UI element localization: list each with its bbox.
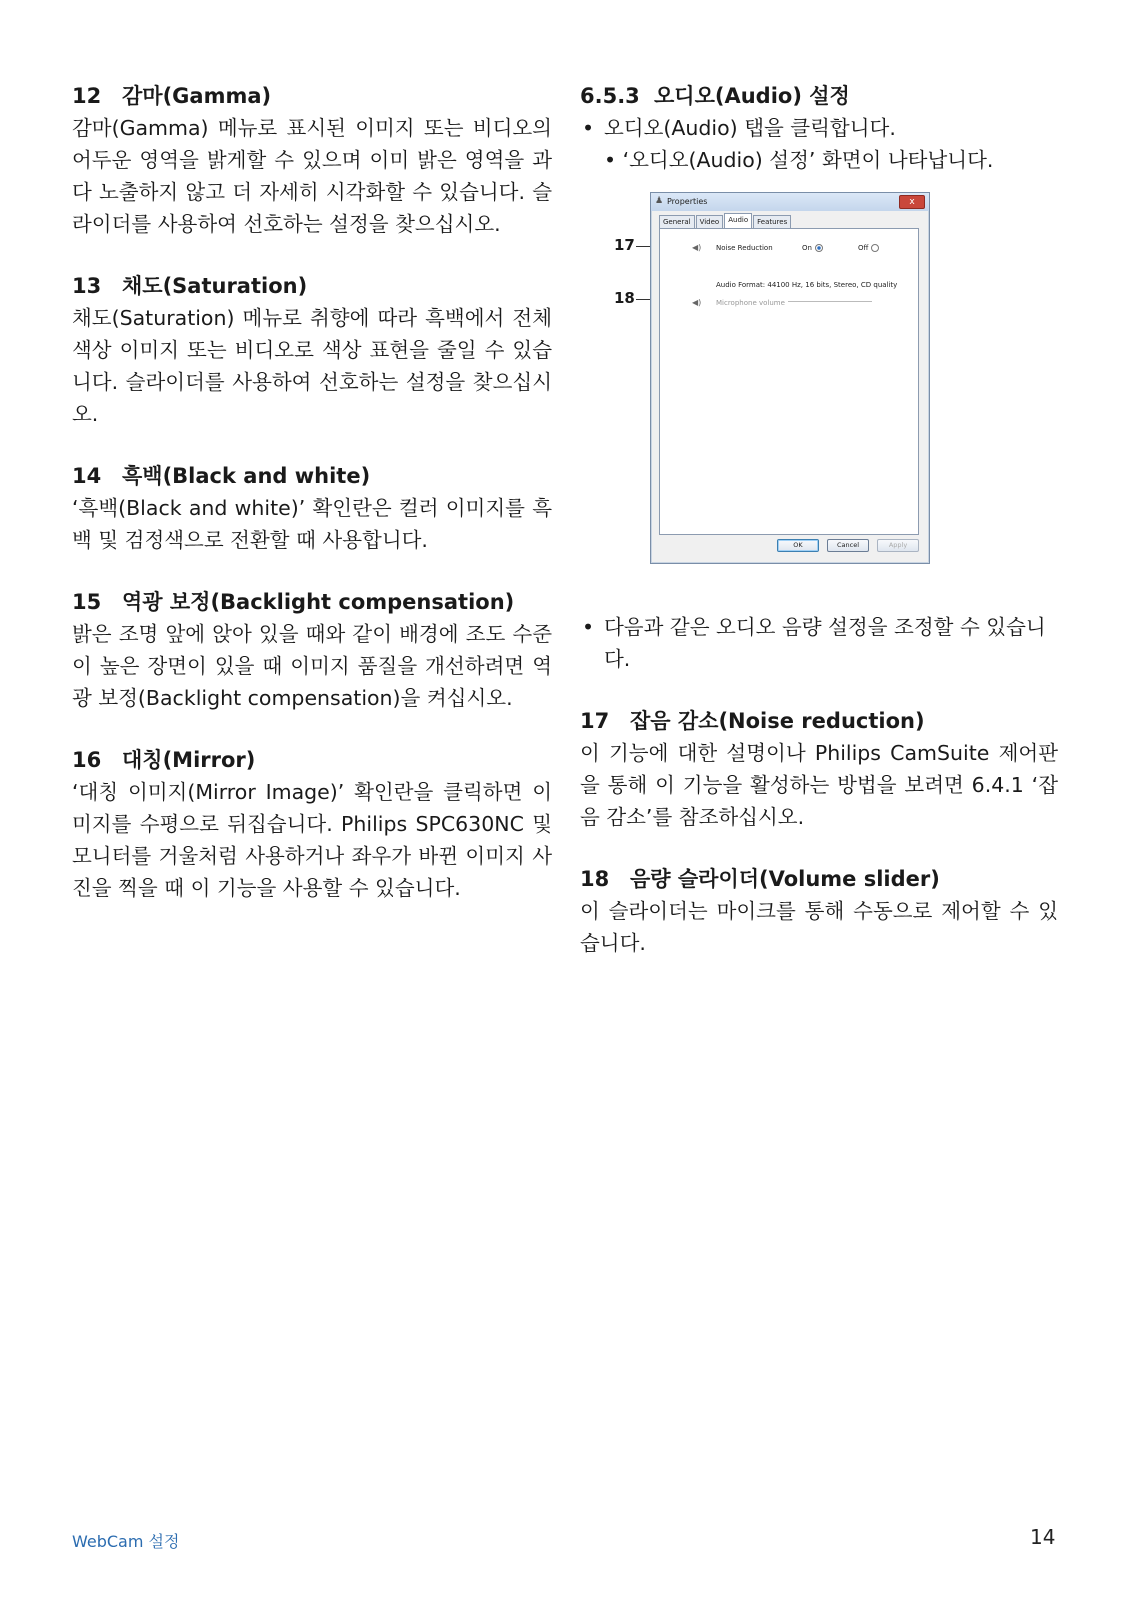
- section-title: 채도(Saturation): [122, 274, 308, 298]
- audio-heading: [580, 80, 1058, 112]
- section-body: 감마(Gamma) 메뉴로 표시된 이미지 또는 비디오의 어두운 영역을 밝게할 수 있으며 이미 밝은 영역을 과다 노출하지 않고 더 자세히 시각화할 수 있습니다. 슬라이더를 사용하여 선호하는 설정을 찾으십시오.: [72, 116, 552, 236]
- callout-18: 18: [614, 289, 635, 307]
- section-title: 음량 슬라이더(Volume slider): [630, 867, 940, 891]
- speaker-icon: ◀): [692, 243, 702, 252]
- tab-video[interactable]: Video: [696, 215, 724, 229]
- bullet-item: • 오디오(Audio) 탭을 클릭합니다.: [580, 112, 1058, 144]
- heading-title: 오디오(Audio) 설정: [654, 84, 850, 108]
- noise-off-option[interactable]: [858, 244, 879, 252]
- microphone-speaker-icon: ◀): [692, 298, 702, 307]
- section-title: 흑백(Black and white): [122, 464, 371, 488]
- callout-17: 17: [614, 236, 635, 254]
- section-number: 13: [72, 274, 102, 298]
- page-number: 14: [1030, 1525, 1056, 1549]
- section-gamma: [72, 80, 552, 240]
- audio-panel: [659, 228, 919, 535]
- section-number: 12: [72, 84, 102, 108]
- section-saturation: [72, 270, 552, 430]
- section-title: 역광 보정(Backlight compensation): [122, 590, 515, 614]
- section-backlight: [72, 586, 552, 714]
- bullet-item: • 다음과 같은 오디오 음량 설정을 조정할 수 있습니다.: [580, 611, 1058, 675]
- section-title: 대칭(Mirror): [122, 748, 256, 772]
- microphone-volume-label: Microphone volume: [716, 299, 785, 307]
- tab-features[interactable]: Features: [753, 215, 791, 229]
- section-number: 15: [72, 590, 102, 614]
- tab-bar: [659, 215, 792, 229]
- section-number: 17: [580, 709, 610, 733]
- close-icon: x: [909, 197, 915, 207]
- section-body: 채도(Saturation) 메뉴로 취향에 따라 흑백에서 전체 색상 이미지 또는 비디오로 색상 표현을 줄일 수 있습니다. 슬라이더를 사용하여 선호하는 설정을 찾으십시오.: [72, 306, 552, 426]
- on-radio[interactable]: [815, 244, 823, 252]
- ok-button[interactable]: OK: [777, 539, 819, 552]
- window-title: Properties: [667, 197, 708, 206]
- section-number: 18: [580, 867, 610, 891]
- noise-reduction-label: Noise Reduction: [716, 244, 773, 252]
- right-column: [580, 80, 1058, 989]
- tab-audio[interactable]: Audio: [724, 213, 752, 228]
- close-button[interactable]: [899, 195, 925, 209]
- off-label: Off: [858, 244, 869, 252]
- properties-window: [650, 192, 930, 564]
- section-volume-slider: [580, 863, 1058, 959]
- camera-icon: ♟: [655, 196, 664, 206]
- section-body: ‘흑백(Black and white)’ 확인란은 컬러 이미지를 흑백 및 검정색으로 전환할 때 사용합니다.: [72, 496, 552, 552]
- section-number: 16: [72, 748, 102, 772]
- audio-settings-screenshot: [580, 192, 1050, 567]
- audio-format-text: Audio Format: 44100 Hz, 16 bits, Stereo, CD quality: [716, 281, 898, 289]
- microphone-volume-slider[interactable]: [788, 301, 872, 302]
- section-body: 이 슬라이더는 마이크를 통해 수동으로 제어할 수 있습니다.: [580, 899, 1058, 955]
- left-column: [72, 80, 552, 934]
- off-radio[interactable]: [871, 244, 879, 252]
- section-black-and-white: [72, 460, 552, 556]
- section-number: 14: [72, 464, 102, 488]
- noise-on-option[interactable]: [802, 244, 823, 252]
- footer-section-name: WebCam 설정: [72, 1532, 180, 1551]
- section-body: 이 기능에 대한 설명이나 Philips CamSuite 제어판을 통해 이 기능을 활성하는 방법을 보려면 6.4.1 ‘잡음 감소’를 참조하십시오.: [580, 741, 1058, 829]
- heading-number: 6.5.3: [580, 84, 640, 108]
- apply-button[interactable]: Apply: [877, 539, 919, 552]
- section-body: ‘대칭 이미지(Mirror Image)’ 확인란을 클릭하면 이미지를 수평으로 뒤집습니다. Philips SPC630NC 및 모니터를 거울처럼 사용하거나 좌우가 바뀐 이미지 사진을 찍을 때 이 기능을 사용할 수 있습니다.: [72, 780, 552, 900]
- section-mirror: [72, 744, 552, 904]
- sub-bullet-item: • ‘오디오(Audio) 설정’ 화면이 나타납니다.: [604, 148, 994, 172]
- window-titlebar: [651, 193, 929, 211]
- section-noise-reduction: [580, 705, 1058, 833]
- section-body: 밝은 조명 앞에 앉아 있을 때와 같이 배경에 조도 수준이 높은 장면이 있을 때 이미지 품질을 개선하려면 역광 보정(Backlight compensation)을 켜십시오.: [72, 622, 552, 710]
- section-title: 감마(Gamma): [122, 84, 272, 108]
- cancel-button[interactable]: Cancel: [827, 539, 869, 552]
- section-title: 잡음 감소(Noise reduction): [630, 709, 925, 733]
- tab-general[interactable]: General: [659, 215, 695, 229]
- on-label: On: [802, 244, 812, 252]
